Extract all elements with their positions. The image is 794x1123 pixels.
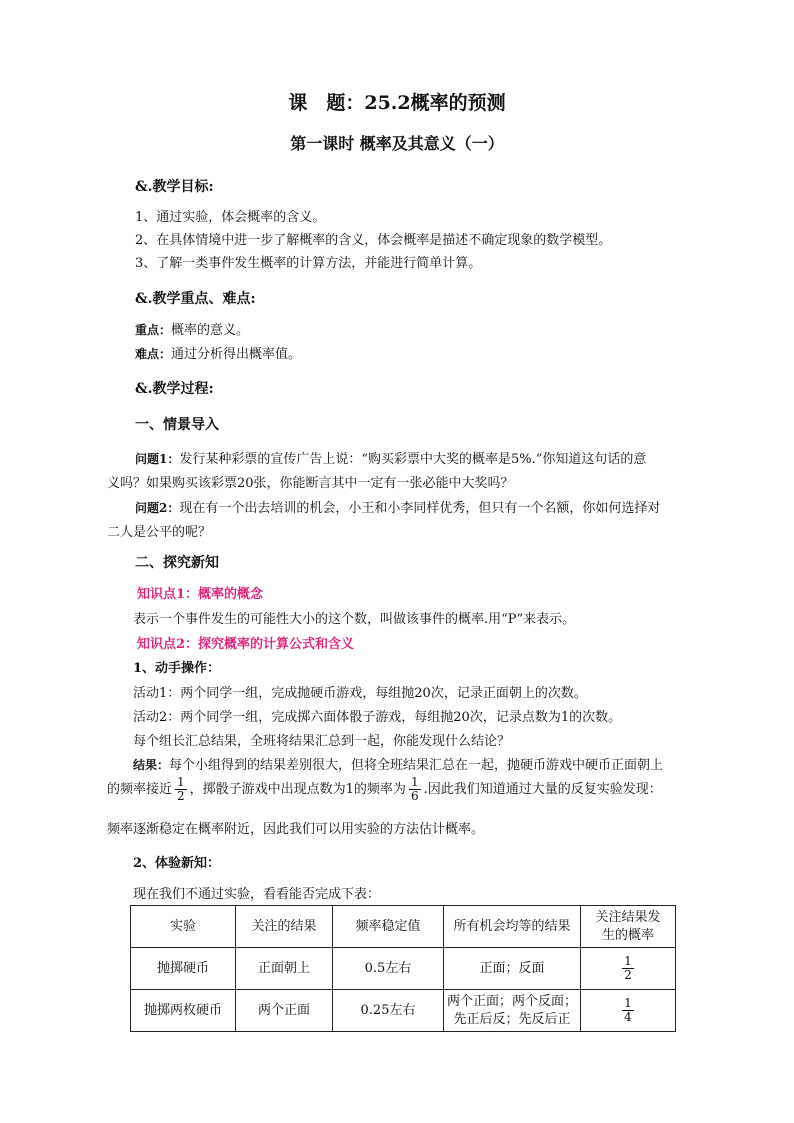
row1-all: 正面；反面 <box>444 948 581 990</box>
question-2-text-1: 现在有一个出去培训的机会，小王和小李同样优秀，但只有一个名额，你如何选择对 <box>179 501 661 516</box>
result-label: 结果： <box>133 758 170 772</box>
row2-outcome: 两个正面 <box>236 990 333 1032</box>
header-stable-value: 频率稳定值 <box>333 906 444 948</box>
result-text-1: 每个小组得到的结果差别很大，但将全班结果汇总在一起，抛硬币游戏中硬币正面朝上 <box>169 758 664 773</box>
table-row <box>131 990 676 1032</box>
table-header-row <box>131 906 676 948</box>
question-1-line-1 <box>135 448 646 467</box>
keypoints-heading: &.教学重点、难点: <box>135 291 256 307</box>
objective-item-1: 1、通过实验，体会概率的含义。 <box>135 210 326 225</box>
result-text-2b: ，掷骰子游戏中出现点数为1的频率为 <box>189 782 406 797</box>
result-line-2 <box>107 776 662 803</box>
page-subtitle: 第一课时 概率及其意义（一） <box>290 134 504 153</box>
question-1-line-2: 义吗？如果购买该彩票20张，你能断言其中一定有一张必能中大奖吗？ <box>107 476 514 491</box>
header-experiment: 实验 <box>131 906 236 948</box>
focus-text: 概率的意义。 <box>171 323 250 338</box>
difficulty-label: 难点： <box>135 347 172 361</box>
row2-stable: 0.25左右 <box>333 990 444 1032</box>
row1-experiment: 抛掷硬币 <box>131 948 236 990</box>
difficulty-text: 通过分析得出概率值。 <box>171 347 302 362</box>
fraction-one-sixth: $\frac{1}{6}$ <box>410 775 419 803</box>
row1-probability <box>581 948 676 990</box>
fraction-one-half: $\frac{1}{2}$ <box>177 775 185 803</box>
process-heading: &.教学过程: <box>135 381 214 397</box>
probability-table <box>130 905 676 1032</box>
question-1-label: 问题1： <box>135 452 180 466</box>
step-2-heading: 2、体验新知： <box>133 856 221 871</box>
header-outcome: 关注的结果 <box>236 906 333 948</box>
objective-item-3: 3、了解一类事件发生概率的计算方法，并能进行简单计算。 <box>135 256 482 271</box>
row1-stable: 0.5左右 <box>333 948 444 990</box>
row2-experiment: 抛掷两枚硬币 <box>131 990 236 1032</box>
knowledge-point-2: 知识点2：探究概率的计算公式和含义 <box>137 637 355 652</box>
part2-heading: 二、探究新知 <box>135 555 219 571</box>
activity-2: 活动2：两个同学一组，完成掷六面体骰子游戏，每组抛20次，记录点数为1的次数。 <box>133 710 622 725</box>
result-text-2c: .因此我们知道通过大量的反复实验发现： <box>423 782 662 797</box>
step-1-heading: 1、动手操作： <box>133 661 221 676</box>
activity-1: 活动1：两个同学一组，完成抛硬币游戏，每组抛20次，记录正面朝上的次数。 <box>133 686 587 701</box>
result-text-2a: 的频率接近 <box>107 782 173 797</box>
summary-text: 每个组长汇总结果，全班将结果汇总到一起，你能发现什么结论？ <box>133 734 511 749</box>
fraction-row2: $\frac{1}{4}$ <box>624 996 632 1024</box>
objective-item-2: 2、在具体情境中进一步了解概率的含义，体会概率是描述不确定现象的数学模型。 <box>135 233 612 248</box>
result-line-3: 频率逐渐稳定在概率附近，因此我们可以用实验的方法估计概率。 <box>107 822 485 837</box>
objectives-heading: &.教学目标: <box>135 179 214 195</box>
question-2-line-2: 二人是公平的呢？ <box>107 525 212 540</box>
row2-all: 两个正面；两个反面； 先正后反；先反后正 <box>444 990 581 1032</box>
row2-probability <box>581 990 676 1032</box>
difficulty-line <box>135 343 301 362</box>
header-all-outcomes: 所有机会均等的结果 <box>444 906 581 948</box>
row1-outcome: 正面朝上 <box>236 948 333 990</box>
knowledge-point-1-text: 表示一个事件发生的可能性大小的这个数，叫做该事件的概率.用“P”来表示。 <box>133 612 576 627</box>
fraction-row1: $\frac{1}{2}$ <box>624 954 632 982</box>
focus-line <box>135 319 249 338</box>
question-1-text-1: 发行某种彩票的宣传广告上说：“购买彩票中大奖的概率是5%.”你知道这句话的意 <box>179 452 647 467</box>
table-row <box>131 948 676 990</box>
part1-heading: 一、情景导入 <box>135 417 219 433</box>
knowledge-point-1: 知识点1：概率的概念 <box>137 587 264 602</box>
question-2-line-1 <box>135 497 660 516</box>
table-intro: 现在我们不通过实验，看看能否完成下表： <box>133 887 381 902</box>
result-line-1 <box>133 754 663 773</box>
question-2-label: 问题2： <box>135 501 180 515</box>
focus-label: 重点： <box>135 323 172 337</box>
header-probability: 关注结果发 生的概率 <box>581 906 676 948</box>
page-title: 课 题：25.2概率的预测 <box>288 92 506 114</box>
